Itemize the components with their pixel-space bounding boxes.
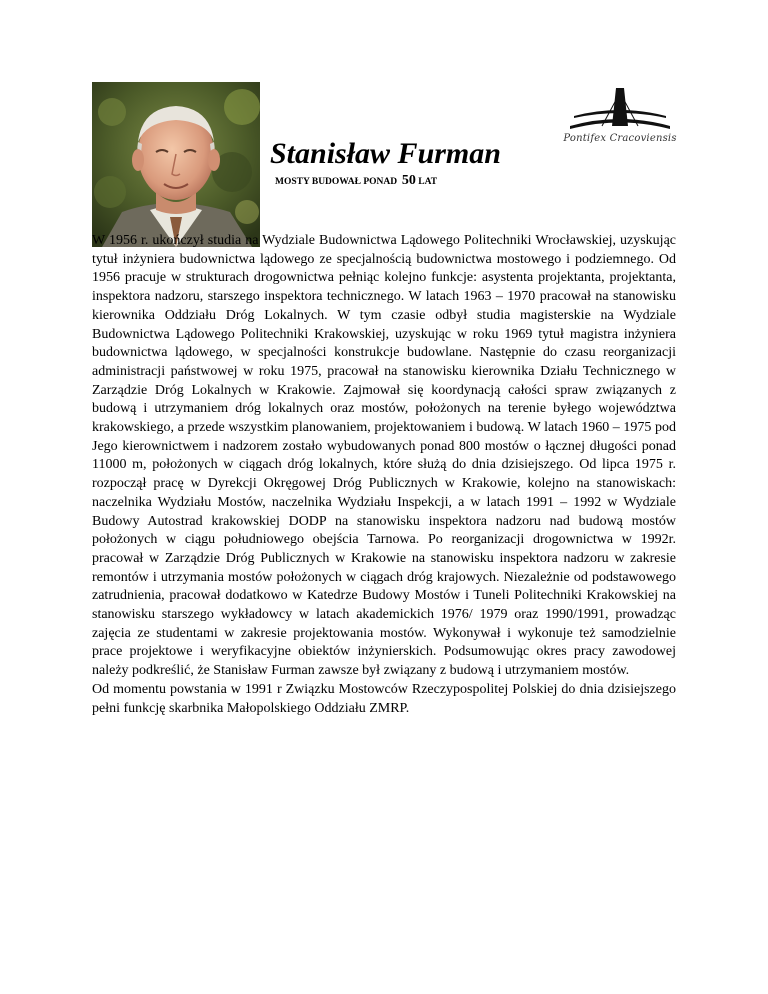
biography-text [92,232,676,718]
organization-logo [562,86,678,166]
subtitle [275,173,437,190]
subtitle-unit: LAT [418,177,438,187]
portrait-photo [92,82,260,247]
logo-text: Pontifex Cracoviensis [563,133,677,144]
subtitle-text: MOSTY BUDOWAŁ PONAD [275,177,398,187]
bridge-pylon-logo-icon [562,86,678,136]
biography-paragraph-1: W 1956 r. ukończył studia na Wydziale Budownictwa Lądowego Politechniki Wrocławskiej, uzyskując tytuł inżyniera budownictwa lądowego ze specjalnością budownictwa mostowego i podziemnego. Od 1956 pracuje w strukturach drogownictwa pełniąc kolejno funkcje: asystenta projektanta, projektanta, inspektora nadzoru, starszego inspektora technicznego. W latach 1963 – 1970 pracował na stanowisku kierownika Oddziału Dróg Lokalnych. W tym czasie odbył studia magisterskie na Wydziale Budownictwa Lądowego Politechniki Krakowskiej, uzyskując w roku 1969 tytuł magistra inżyniera budownictwa lądowego, w specjalności konstrukcje budowlane. Następnie do czasu reorganizacji administracji państwowej w roku 1975, pracował na stanowisku kierownika Działu Technicznego w Zarządzie Dróg Lokalnych w Krakowie. Zajmował się koordynacją całości spraw związanych z budową i utrzymaniem dróg lokalnych oraz mostów, położonych na terenie byłego województwa krakowskiego, a przede wszystkim planowaniem, projektowaniem i budową. W latach 1960 – 1975 pod Jego kierownictwem i nadzorem zostało wybudowanych ponad 800 mostów o łącznej długości ponad 11000 m, położonych w ciągach dróg lokalnych, które służą do dnia dzisiejszego. Od lipca 1975 r. rozpoczął pracę w Dyrekcji Okręgowej Dróg Publicznych w Krakowie, kolejno na stanowiskach: naczelnika Wydziału Mostów, naczelnika Wydziału Inspekcji, a w latach 1991 – 1992 w Wydziale Budowy Autostrad krakowskiej DODP na stanowisku inspektora nadzoru nad budową mostów położonych w ciągu południowego obejścia Tarnowa. Po reorganizacji drogownictwa w 1992r. pracował w Zarządzie Dróg Publicznych w Krakowie na stanowisku inspektora nadzoru w zakresie remontów i utrzymania mostów położonych w ciągach dróg krajowych. Niezależnie od podstawowego zatrudnienia, pracował dodatkowo w Katedrze Budowy Mostów i Tuneli Politechniki Krakowskiej na stanowisku starszego wykładowcy w latach akademickich 1976/ 1979 oraz 1990/1991, prowadząc zajęcia ze studentami w zakresie projektowania mostów. Wykonywał i wykonuje też samodzielnie prace projektowe i weryfikacyjne obiektów inżynierskich. Podsumowując okres pracy zawodowej należy podkreślić, że Stanisław Furman zawsze był związany z budową i utrzymaniem mostów. [92,233,676,679]
biography-paragraph-2: Od momentu powstania w 1991 r Związku Mostowców Rzeczypospolitej Polskiej do dnia dzisiejszego pełni funkcję skarbnika Małopolskiego Oddziału ZMRP. [92,681,676,716]
subtitle-number: 50 [401,173,416,188]
page-title: Stanisław Furman [270,137,501,170]
